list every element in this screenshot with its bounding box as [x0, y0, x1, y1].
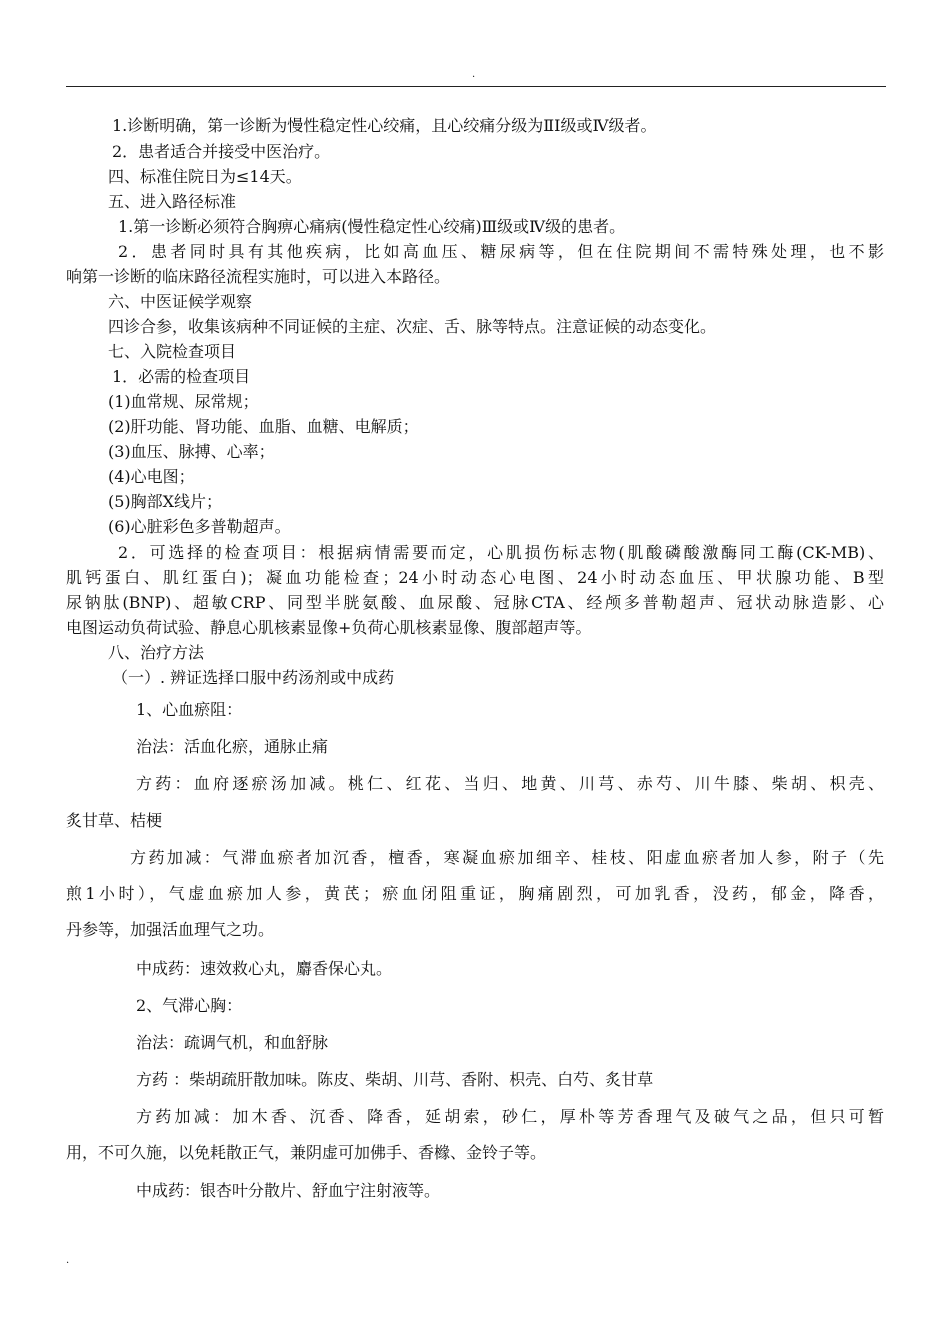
text-line: 五、进入路径标准	[108, 192, 237, 211]
text-line: 四诊合参，收集该病种不同证候的主症、次症、舌、脉等特点。注意证候的动态变化。	[108, 317, 717, 336]
text-line: 方药加减：加木香、沉香、降香，延胡索，砂仁，厚朴等芳香理气及破气之品，但只可暂	[136, 1107, 884, 1126]
text-line: 方药 ：柴胡疏肝散加味。陈皮、柴胡、川芎、香附、枳壳、白芍、炙甘草	[136, 1070, 654, 1089]
text-line: （一）. 辨证选择口服中药汤剂或中成药	[112, 668, 395, 687]
text-line: (6)心脏彩色多普勒超声。	[108, 517, 291, 536]
text-line: 六、中医证候学观察	[108, 292, 253, 311]
text-line: (2)肝功能、肾功能、血脂、血糖、电解质；	[108, 417, 419, 436]
text-line: 电图运动负荷试验、静息心肌核素显像+负荷心肌核素显像、腹部超声等。	[66, 618, 592, 637]
text-line: 方药加减：气滞血瘀者加沉香，檀香，寒凝血瘀加细辛、桂枝、阳虚血瘀者加人参，附子（先	[130, 848, 884, 867]
text-line: (4)心电图；	[108, 467, 195, 486]
text-line: 丹参等，加强活血理气之功。	[66, 920, 275, 939]
text-line: 2．患者适合并接受中医治疗。	[112, 142, 331, 161]
text-line: 治法：疏调气机，和血舒脉	[136, 1033, 329, 1052]
header-mark: .	[472, 69, 476, 80]
text-line: 方药：血府逐瘀汤加减。桃仁、红花、当归、地黄、川芎、赤芍、川牛膝、柴胡、枳壳、	[136, 774, 884, 793]
text-line: 煎1小时），气虚血瘀加人参，黄芪；瘀血闭阻重证，胸痛剧烈，可加乳香，没药，郁金，降香，	[66, 884, 884, 903]
text-line: 用，不可久施，以免耗散正气，兼阴虚可加佛手、香橼、金铃子等。	[66, 1143, 547, 1162]
text-line: (5)胸部X线片；	[108, 492, 223, 511]
text-line: (1)血常规、尿常规；	[108, 392, 259, 411]
text-line: 八、治疗方法	[108, 643, 205, 662]
text-line: 1.诊断明确，第一诊断为慢性稳定性心绞痛，且心绞痛分级为ⅡI级或Ⅳ级者。	[112, 116, 657, 135]
text-line: 响第一诊断的临床路径流程实施时，可以进入本路径。	[66, 267, 451, 286]
header-rule	[66, 86, 886, 87]
text-line: 七、入院检查项目	[108, 342, 237, 361]
text-line: 2．可选择的检查项目：根据病情需要而定，心肌损伤标志物(肌酸磷酸激酶同工酶(CK-MB)、	[118, 543, 884, 562]
text-line: 尿钠肽(BNP)、超敏CRP、同型半胱氨酸、血尿酸、冠脉CTA、经颅多普勒超声、冠状动脉造影、心	[66, 593, 884, 612]
text-line: 2、气滞心胸：	[136, 996, 243, 1015]
text-line: 四、标准住院日为≤14天。	[108, 167, 302, 186]
text-line: 炙甘草、桔梗	[66, 811, 163, 830]
text-line: 1．必需的检查项目	[112, 367, 251, 386]
text-line: 1、心血瘀阻：	[136, 700, 243, 719]
text-line: 中成药：银杏叶分散片、舒血宁注射液等。	[136, 1181, 441, 1200]
text-line: 中成药：速效救心丸，麝香保心丸。	[136, 959, 393, 978]
text-line: 2．患者同时具有其他疾病，比如高血压、糖尿病等，但在住院期间不需特殊处理，也不影	[118, 242, 884, 261]
text-line: 1.第一诊断必须符合胸痹心痛病(慢性稳定性心绞痛)Ⅲ级或Ⅳ级的患者。	[118, 217, 626, 236]
footer-mark: .	[66, 1255, 70, 1266]
text-line: (3)血压、脉搏、心率；	[108, 442, 275, 461]
text-line: 治法：活血化瘀，通脉止痛	[136, 737, 329, 756]
text-line: 肌钙蛋白、肌红蛋白)；凝血功能检查；24小时动态心电图、24小时动态血压、甲状腺功能、B型	[66, 568, 884, 587]
